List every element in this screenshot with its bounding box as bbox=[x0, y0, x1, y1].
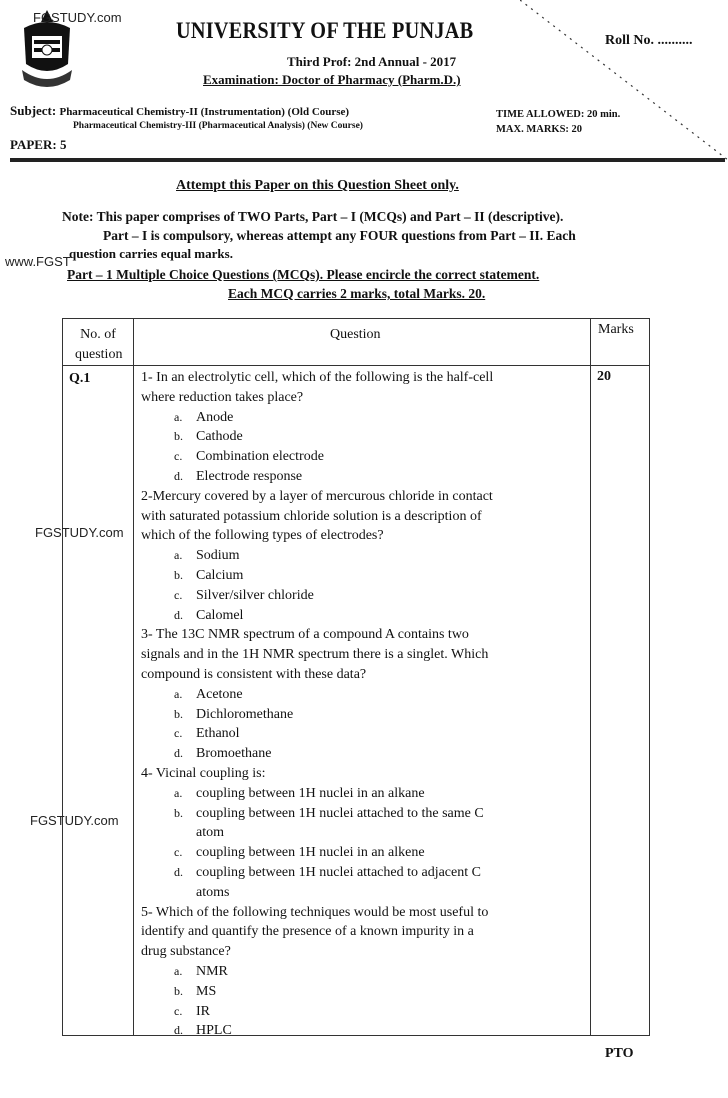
line-text: NMR bbox=[196, 963, 228, 979]
header-question-no: No. of question bbox=[75, 327, 123, 362]
line-text: Combination electrode bbox=[196, 449, 324, 465]
subject-label: Subject: bbox=[10, 103, 57, 118]
answer-option[interactable] bbox=[141, 546, 596, 566]
answer-option[interactable] bbox=[141, 467, 596, 487]
option-letter: d. bbox=[174, 468, 183, 483]
option-letter: c. bbox=[174, 1003, 183, 1018]
line-text: Calcium bbox=[196, 567, 244, 583]
question-text-line bbox=[141, 922, 596, 942]
answer-option bbox=[141, 823, 596, 843]
question-text-line bbox=[141, 388, 596, 408]
option-letter: a. bbox=[174, 686, 183, 701]
answer-option[interactable] bbox=[141, 982, 596, 1002]
please-turn-over: PTO bbox=[605, 1046, 634, 1061]
question-text-line bbox=[141, 903, 596, 923]
line-text: 1- In an electrolytic cell, which of the following is the half-cell bbox=[141, 370, 494, 385]
answer-option[interactable] bbox=[141, 1021, 596, 1041]
line-text: Bromoethane bbox=[196, 746, 272, 762]
question-number: Q.1 bbox=[69, 371, 91, 386]
option-letter: c. bbox=[174, 845, 183, 860]
header-row-divider bbox=[63, 365, 649, 366]
answer-option[interactable] bbox=[141, 843, 596, 863]
line-text: atom bbox=[196, 825, 224, 841]
exam-title: Examination: Doctor of Pharmacy (Pharm.D.) bbox=[203, 72, 461, 87]
question-text-line bbox=[141, 764, 596, 784]
question-text-line bbox=[141, 368, 596, 388]
note-line-3: question carries equal marks. bbox=[69, 246, 233, 261]
option-letter: b. bbox=[174, 706, 183, 721]
option-letter: a. bbox=[174, 409, 183, 424]
line-text: 2-Mercury covered by a layer of mercurous chloride in contact bbox=[141, 488, 493, 504]
line-text: Calomel bbox=[196, 607, 244, 623]
watermark: www.FGST bbox=[5, 254, 71, 269]
header-marks: Marks bbox=[598, 322, 634, 337]
line-text: Anode bbox=[196, 409, 234, 425]
option-letter: a. bbox=[174, 963, 183, 978]
line-text: MS bbox=[196, 983, 217, 999]
line-text: coupling between 1H nuclei attached to adjacent C bbox=[196, 864, 481, 880]
line-text: Ethanol bbox=[196, 726, 240, 742]
question-text-line bbox=[141, 625, 596, 645]
answer-option[interactable] bbox=[141, 863, 596, 883]
line-text: Cathode bbox=[196, 429, 243, 445]
answer-option[interactable] bbox=[141, 962, 596, 982]
roll-number-field: Roll No. .......... bbox=[605, 33, 693, 48]
answer-option[interactable] bbox=[141, 705, 596, 725]
attempt-instruction: Attempt this Paper on this Question Sheet only. bbox=[176, 178, 459, 193]
option-letter: c. bbox=[174, 449, 183, 464]
option-letter: c. bbox=[174, 726, 183, 741]
question-text-line bbox=[141, 665, 596, 685]
option-letter: d. bbox=[174, 1023, 183, 1038]
part-1-marks-note: Each MCQ carries 2 marks, total Marks. 20. bbox=[228, 286, 486, 301]
line-text: Sodium bbox=[196, 548, 240, 564]
line-text: with saturated potassium chloride solution is a description of bbox=[141, 508, 482, 524]
watermark: FGSTUDY.com bbox=[35, 525, 124, 540]
paper-number: PAPER: 5 bbox=[10, 137, 67, 152]
line-text: 3- The 13C NMR spectrum of a compound A contains two bbox=[141, 627, 469, 643]
question-text-line bbox=[141, 487, 596, 507]
part-1-heading: Part – 1 Multiple Choice Questions (MCQs). Please encircle the correct statement. bbox=[67, 267, 540, 282]
line-text: which of the following types of electrodes? bbox=[141, 528, 384, 544]
roll-number-divider bbox=[520, 0, 728, 160]
line-text: signals and in the 1H NMR spectrum there is a singlet. Which bbox=[141, 647, 489, 663]
answer-option bbox=[141, 883, 596, 903]
exam-session: Third Prof: 2nd Annual - 2017 bbox=[287, 54, 457, 69]
subject-old-course: Pharmaceutical Chemistry-II (Instrumentation) (Old Course) bbox=[59, 106, 350, 118]
university-title: UNIVERSITY OF THE PUNJAB bbox=[176, 18, 474, 43]
answer-option[interactable] bbox=[141, 744, 596, 764]
question-text-line bbox=[141, 645, 596, 665]
answer-option[interactable] bbox=[141, 566, 596, 586]
answer-option[interactable] bbox=[141, 1002, 596, 1022]
option-letter: a. bbox=[174, 548, 183, 563]
question-body bbox=[141, 368, 596, 1041]
line-text: Electrode response bbox=[196, 468, 303, 484]
header-divider bbox=[10, 158, 725, 162]
answer-option[interactable] bbox=[141, 724, 596, 744]
line-text: where reduction takes place? bbox=[141, 389, 304, 405]
answer-option[interactable] bbox=[141, 447, 596, 467]
watermark: FGSTUDY.com bbox=[33, 10, 122, 25]
option-letter: d. bbox=[174, 864, 183, 879]
option-letter: c. bbox=[174, 587, 183, 602]
time-allowed: TIME ALLOWED: 20 min. bbox=[496, 109, 621, 120]
option-letter: b. bbox=[174, 805, 183, 820]
option-letter: b. bbox=[174, 983, 183, 998]
note-line-1: Note: This paper comprises of TWO Parts, Part – I (MCQs) and Part – II (descriptive). bbox=[62, 209, 564, 224]
column-divider bbox=[133, 319, 134, 1035]
line-text: Acetone bbox=[196, 686, 243, 702]
option-letter: d. bbox=[174, 746, 183, 761]
header-question: Question bbox=[330, 327, 381, 342]
answer-option[interactable] bbox=[141, 685, 596, 705]
line-text: drug substance? bbox=[141, 944, 231, 960]
option-letter: b. bbox=[174, 567, 183, 582]
mcq-table bbox=[62, 318, 650, 1039]
question-text-line bbox=[141, 942, 596, 962]
line-text: coupling between 1H nuclei in an alkane bbox=[196, 785, 425, 801]
answer-option[interactable] bbox=[141, 586, 596, 606]
line-text: 5- Which of the following techniques would be most useful to bbox=[141, 904, 489, 920]
line-text: 4- Vicinal coupling is: bbox=[141, 765, 266, 781]
answer-option[interactable] bbox=[141, 606, 596, 626]
option-letter: d. bbox=[174, 607, 183, 622]
line-text: compound is consistent with these data? bbox=[141, 666, 367, 682]
note-line-2: Part – I is compulsory, whereas attempt any FOUR questions from Part – II. Each bbox=[103, 228, 576, 243]
line-text: Silver/silver chloride bbox=[196, 587, 314, 603]
answer-option[interactable] bbox=[141, 804, 596, 824]
max-marks: MAX. MARKS: 20 bbox=[496, 124, 583, 135]
watermark: FGSTUDY.com bbox=[30, 813, 119, 828]
answer-option[interactable] bbox=[141, 427, 596, 447]
line-text: atoms bbox=[196, 884, 230, 900]
question-text-line bbox=[141, 507, 596, 527]
option-letter: a. bbox=[174, 785, 183, 800]
line-text: Dichloromethane bbox=[196, 706, 294, 722]
line-text: coupling between 1H nuclei attached to the same C bbox=[196, 805, 484, 821]
subject-new-course: Pharmaceutical Chemistry-III (Pharmaceutical Analysis) (New Course) bbox=[73, 121, 363, 131]
answer-option[interactable] bbox=[141, 784, 596, 804]
answer-option[interactable] bbox=[141, 408, 596, 428]
question-text-line bbox=[141, 526, 596, 546]
line-text: HPLC bbox=[196, 1023, 232, 1039]
question-marks: 20 bbox=[597, 369, 611, 384]
line-text: identify and quantify the presence of a known impurity in a bbox=[141, 924, 474, 940]
line-text: coupling between 1H nuclei in an alkene bbox=[196, 845, 425, 861]
option-letter: b. bbox=[174, 429, 183, 444]
line-text: IR bbox=[196, 1003, 210, 1019]
